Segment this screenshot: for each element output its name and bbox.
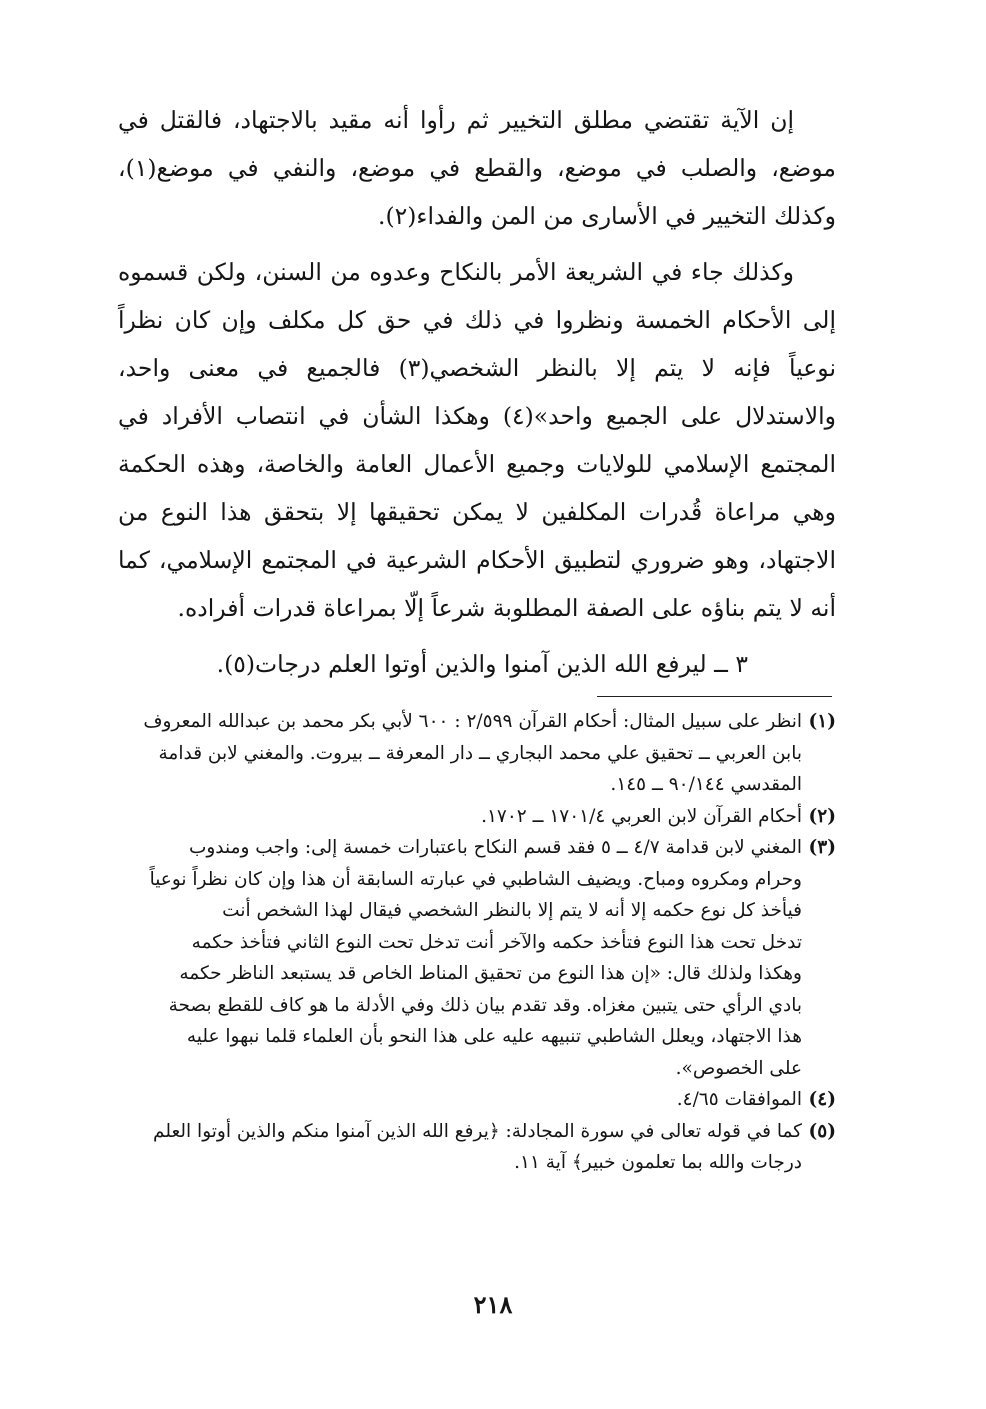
footnote-line: تدخل تحت هذا النوع فتأخذ حكمه والآخر أنت تدخل تحت النوع الثاني فتأخذ حكمه bbox=[191, 931, 802, 953]
footnote-line: أحكام القرآن لابن العربي ١٧٠١/٤ ــ ١٧٠٢. bbox=[481, 805, 802, 827]
footnote-line: المغني لابن قدامة ٤/٧ ــ ٥ فقد قسم النكاح باعتبارات خمسة إلى: واجب ومندوب bbox=[188, 837, 802, 858]
footnote-text bbox=[118, 706, 802, 801]
footnote-4 bbox=[118, 1084, 836, 1116]
footnote-text bbox=[118, 1116, 802, 1179]
footnote-5 bbox=[118, 1116, 836, 1179]
footnote-line: فيأخذ كل نوع حكمه إلا أنه لا يتم إلا بالنظر الشخصي فيقال لهذا الشخص أنت bbox=[222, 900, 802, 921]
footnote-line: وهكذا ولذلك قال: «إن هذا النوع من تحقيق المناط الخاص قد يستبعد الناظر حكمه bbox=[179, 963, 802, 984]
footnote-text bbox=[118, 801, 802, 833]
footnote-number: (١) bbox=[808, 711, 836, 732]
footnote-separator bbox=[597, 696, 832, 697]
footnote-number: (٣) bbox=[808, 837, 836, 858]
footnote-number: (٥) bbox=[808, 1120, 836, 1142]
footnote-3 bbox=[118, 832, 836, 1084]
numbered-item-3: ٣ ــ ليرفع الله الذين آمنوا والذين أوتوا العلم درجات(٥). bbox=[216, 650, 748, 678]
page-number: ٢١٨ bbox=[473, 1290, 513, 1319]
footnote-line: بادي الرأي حتى يتبين مغزاه. وقد تقدم بيان ذلك وفي الأدلة ما هو كاف للقطع بصحة bbox=[168, 994, 802, 1016]
footnote-line: كما في قوله تعالى في سورة المجادلة: ﴿يرفع الله الذين آمنوا منكم والذين أوتوا العلم bbox=[153, 1120, 802, 1142]
footnote-number: (٢) bbox=[808, 805, 836, 827]
paragraph-2: وكذلك جاء في الشريعة الأمر بالنكاح وعدوه من السنن، ولكن قسموه إلى الأحكام الخمسة ونظروا في ذلك في حق كل مكلف وإن كان نظراً نوعياً فإنه لا يتم إلا بالنظر الشخصي(٣) فالجميع في معنى واحد، والاستدلال على الجميع واحد»(٤) وهكذا الشأن في انتصاب الأفراد في المجتمع الإسلامي للولايات وجميع الأعمال العامة والخاصة، وهذه الحكمة وهي مراعاة قُدرات المكلفين لا يمكن تحقيقها إلا بتحقق هذا النوع من الاجتهاد، وهو ضروري لتطبيق الأحكام الشرعية في المجتمع الإسلامي، كما أنه لا يتم بناؤه على الصفة المطلوبة شرعاً إلّا بمراعاة قدرات أفراده. bbox=[118, 258, 836, 622]
footnote-text bbox=[118, 832, 802, 1084]
footnote-line: انظر على سبيل المثال: أحكام القرآن ٢/٥٩٩ : ٦٠٠ لأبي بكر محمد بن عبدالله المعروف bbox=[143, 711, 802, 732]
footnotes bbox=[118, 706, 836, 1179]
footnote-line: الموافقات ٤/٦٥. bbox=[676, 1089, 802, 1110]
footnote-2 bbox=[118, 801, 836, 833]
footnote-line: هذا الاجتهاد، ويعلل الشاطبي تنبيهه عليه على هذا النحو بأن العلماء قلما نبهوا عليه bbox=[186, 1026, 802, 1047]
footnote-line: درجات والله بما تعلمون خبير﴾ آية ١١. bbox=[514, 1152, 802, 1173]
footnote-line: بابن العربي ــ تحقيق علي محمد البجاري ــ دار المعرفة ــ بيروت. والمغني لابن قدامة bbox=[158, 742, 802, 764]
paragraph-1: إن الآية تقتضي مطلق التخيير ثم رأوا أنه مقيد بالاجتهاد، فالقتل في موضع، والصلب في موضع، والقطع في موضع، والنفي في موضع(١)، وكذلك التخيير في الأسارى من المن والفداء(٢). bbox=[118, 106, 836, 230]
footnote-number: (٤) bbox=[808, 1089, 836, 1110]
main-text bbox=[118, 96, 836, 688]
footnote-text bbox=[118, 1084, 802, 1116]
footnote-line: على الخصوص». bbox=[675, 1057, 802, 1079]
footnote-line: وحرام ومكروه ومباح. ويضيف الشاطبي في عبارته السابقة أن هذا وإن كان نظراً نوعياً bbox=[149, 868, 802, 890]
footnote-1 bbox=[118, 706, 836, 801]
footnote-line: المقدسي ٩٠/١٤٤ ــ ١٤٥. bbox=[610, 774, 802, 795]
